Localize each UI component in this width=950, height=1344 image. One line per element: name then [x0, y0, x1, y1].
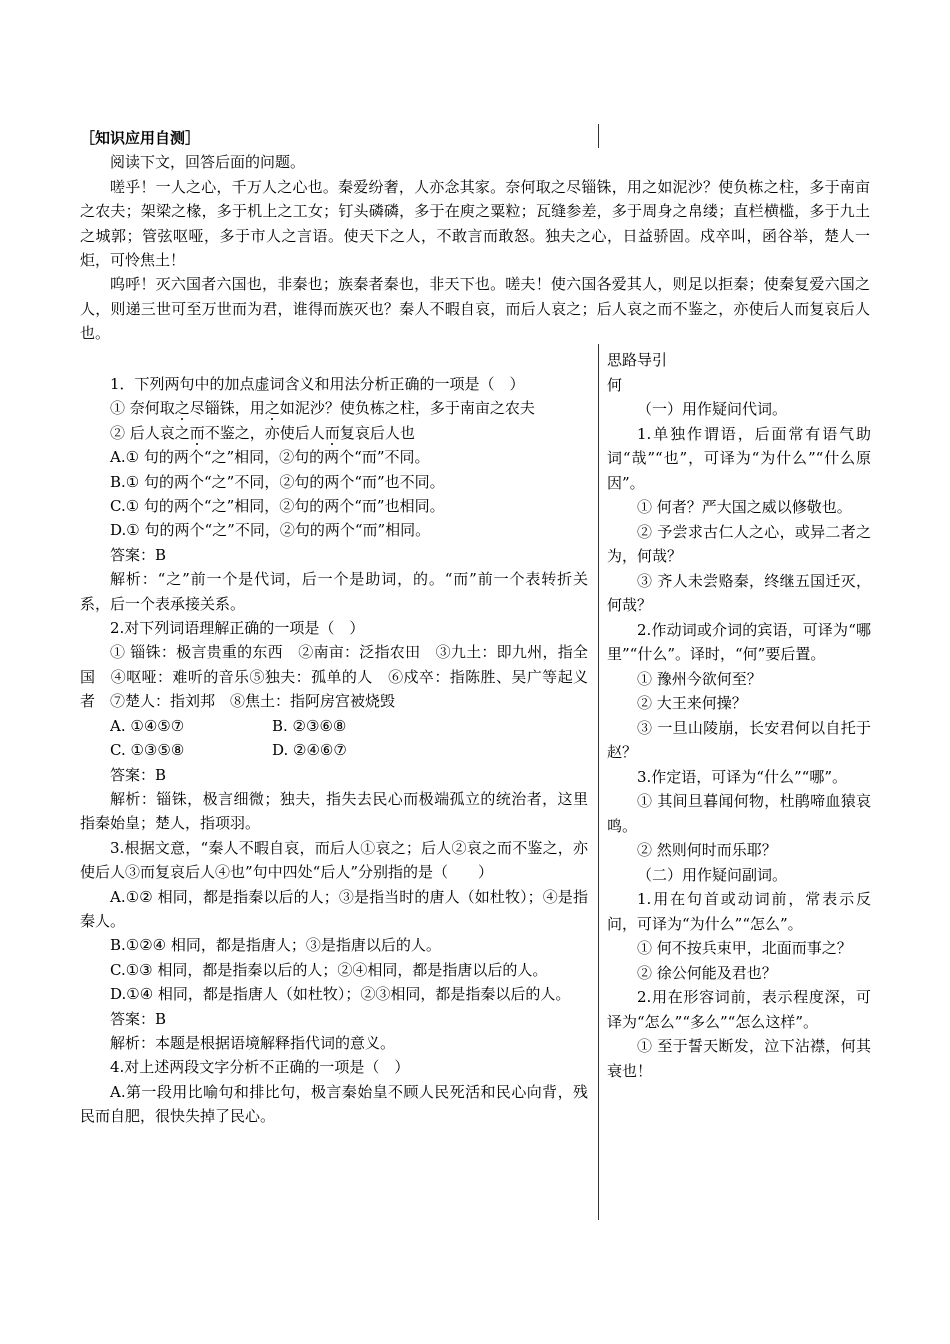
- reading-passage: [80, 126, 870, 346]
- dotted-word: 而: [189, 423, 205, 442]
- question-4-stem: 4.对上述两段文字分析不正确的一项是（ ）: [110, 1058, 410, 1077]
- sidebar-example: ① 豫州今欲何至？: [637, 669, 762, 688]
- question-2-answer: 答案：B: [110, 765, 167, 784]
- question-3-option-a: A.①② 相同，都是指秦以后的人；③是指当时的唐人（如杜牧）；④是指秦人。: [80, 887, 588, 930]
- question-2-stem: 2.对下列词语理解正确的一项是（ ）: [110, 619, 365, 638]
- sidebar-example: ② 然则何时而乐耶？: [637, 841, 777, 859]
- passage-paragraph-1: 嗟乎！一人之心，千万人之心也。秦爱纷奢，人亦念其家。奈何取之尽锱铢，用之如泥沙？使负栋之柱，多于南亩之农夫；架梁之椽，多于机上之工女；钉头磷磷，多于在庾之粟粒；瓦缝参差，多于周身之帛缕；直栏横槛，多于九土之城郭；管弦呕哑，多于市人之言语。使天下之人，不敢言而敢怒。独夫之心，日益骄固。戍卒叫，函谷举，楚人一炬，可怜焦土！: [80, 177, 870, 270]
- question-1-option-d: D.① 句的两个“之”不同，②句的两个“而”相同。: [110, 521, 431, 540]
- questions-column: [80, 372, 588, 1129]
- question-2-items: ① 锱铢：极言贵重的东西 ②南亩：泛指农田 ③九土：即九州，指全国 ④呕哑：难听的音乐⑤独夫：孤单的人 ⑥戍卒：指陈胜、吴广等起义者 ⑦楚人：指刘邦 ⑧焦土：指阿房宫被烧毁: [80, 643, 588, 711]
- question-2-option-c: C. ①③⑤⑧: [110, 741, 185, 760]
- question-1-answer: 答案：B: [110, 545, 167, 564]
- sidebar-point-1: 1.单独作谓语，后面常有语气助词“哉”“也”，可译为“为什么”“什么原因”。: [607, 424, 871, 492]
- sidebar-example: ① 何不按兵束甲，北面而事之？: [637, 939, 852, 957]
- dotted-word: 之: [174, 399, 190, 418]
- sidebar-point-2: 2.作动词或介词的宾语，可译为“哪里”“什么”。译时，“何”要后置。: [607, 620, 871, 663]
- question-3-option-d: D.①④ 相同，都是指唐人（如杜牧）；②③相同，都是指秦以后的人。: [110, 985, 571, 1004]
- question-2-option-b: B. ②③⑥⑧: [272, 716, 347, 735]
- passage-paragraph-2: 呜呼！灭六国者六国也，非秦也；族秦者秦也，非天下也。嗟夫！使六国各爱其人，则足以拒秦；使秦复爱六国之人，则递三世可至万世而为君，谁得而族灭也？秦人不暇自哀，而后人哀之；后人哀之而不鉴之，亦使后人而复哀后人也。: [80, 275, 870, 343]
- question-3-stem: 3.根据文意，“秦人不暇自哀，而后人①哀之；后人②哀之而不鉴之，亦使后人③而复哀后人④也”句中四处“后人”分别指的是（ ）: [80, 838, 588, 882]
- sidebar-example: ① 何者？严大国之威以修敬也。: [637, 498, 852, 516]
- sidebar-heading-1: （一）用作疑问代词。: [637, 400, 788, 418]
- dotted-word: 而: [324, 423, 340, 442]
- sentence-text: ② 后人哀之: [110, 423, 190, 442]
- question-2-options-row-1: [80, 714, 588, 738]
- question-1-stem: 1．下列两句中的加点虚词含义和用法分析正确的一项是（ ）: [110, 375, 525, 393]
- sidebar-title: 思路导引: [607, 351, 668, 369]
- sidebar-example: ① 其间旦暮闻何物，杜鹃啼血猿哀鸣。: [607, 792, 871, 835]
- question-3-option-c: C.①③ 相同，都是指秦以后的人；②④相同，都是指唐以后的人。: [110, 960, 548, 979]
- sidebar-point-5: 2.用在形容词前，表示程度深，可译为“怎么”“多么”“怎么这样”。: [607, 988, 871, 1031]
- sentence-text: 复哀后人也: [339, 423, 415, 442]
- question-1-analysis: 解析：“之”前一个是代词，后一个是助词，的。“而”前一个表转折关系，后一个表承接关系。: [80, 570, 588, 613]
- question-1-sentence-1: [80, 396, 588, 420]
- sentence-text: 如泥沙？使负栋之柱，多于南亩之农夫: [279, 399, 535, 418]
- sidebar-example: ② 大王来何操？: [637, 694, 747, 712]
- sentence-text: ① 奈何取: [110, 399, 175, 418]
- question-1-option-c: C.① 句的两个“之”相同，②句的两个“而”也相同。: [110, 497, 445, 516]
- question-2-options-row-2: [80, 738, 588, 762]
- sidebar-example: ① 至于誓天断发，泣下沾襟，何其衰也！: [607, 1037, 871, 1080]
- question-3-answer: 答案：B: [110, 1009, 167, 1028]
- sidebar-example: ③ 齐人未尝赂秦，终继五国迁灭，何哉？: [607, 571, 871, 614]
- question-3-option-b: B.①②④ 相同，都是指唐人；③是指唐以后的人。: [110, 936, 441, 955]
- sidebar-point-3: 3.作定语，可译为“什么”“哪”。: [637, 767, 847, 786]
- question-2-analysis: 解析：锱铢，极言细微；独夫，指失去民心而极端孤立的统治者，这里指秦始皇；楚人，指项羽。: [80, 789, 588, 833]
- sentence-text: 尽锱铢，用: [189, 399, 265, 418]
- sidebar-point-4: 1.用在句首或动词前，常表示反问，可译为“为什么”“怎么”。: [607, 890, 871, 933]
- question-1-sentence-2: [80, 421, 588, 445]
- sentence-text: 不鉴之，亦使后人: [204, 423, 325, 442]
- question-2-option-a: A. ①④⑤⑦: [110, 716, 185, 735]
- question-4-option-a: A.第一段用比喻句和排比句，极言秦始皇不顾人民死活和民心向背，残民而自肥，很快失掉了民心。: [80, 1082, 588, 1126]
- instruction: 阅读下文，回答后面的问题。: [110, 153, 306, 172]
- dotted-word: 之: [264, 399, 280, 418]
- question-1-option-b: B.① 句的两个“之”不同，②句的两个“而”也不同。: [110, 472, 445, 491]
- question-3-analysis: 解析：本题是根据语境解释指代词的意义。: [110, 1033, 396, 1052]
- question-1-option-a: A.① 句的两个“之”相同，②句的两个“而”不同。: [110, 448, 430, 467]
- sidebar-example: ② 徐公何能及君也？: [637, 963, 777, 982]
- section-title: ［知识应用自测］: [80, 129, 201, 147]
- sidebar-keyword: 何: [607, 375, 623, 394]
- column-divider: [598, 344, 599, 1220]
- question-2-option-d: D. ②④⑥⑦: [272, 741, 347, 760]
- sidebar-example: ② 予尝求古仁人之心，或异二者之为，何哉？: [607, 522, 871, 565]
- sidebar-heading-2: （二）用作疑问副词。: [637, 865, 788, 884]
- sidebar-example: ③ 一旦山陵崩，长安君何以自托于赵？: [607, 718, 871, 761]
- sidebar-notes: [607, 348, 871, 1083]
